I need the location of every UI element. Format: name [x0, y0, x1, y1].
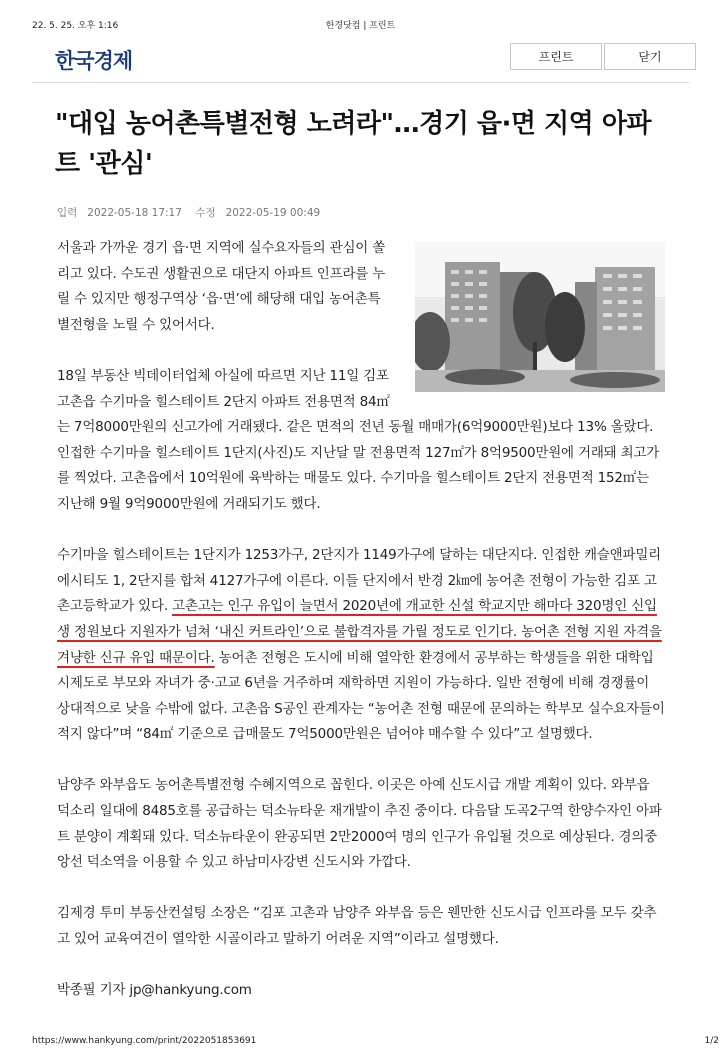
header-divider: [32, 82, 689, 83]
edit-time: 2022-05-19 00:49: [225, 207, 321, 219]
article-body: [57, 236, 665, 1004]
paragraph-3-start: 수기마을 힐스테이트는 1단지가 1253가구, 2단지가 1149가구에 달하는 대단지다. 인접한 캐슬앤파밀리에시티도 1, 2단지를 합쳐 4127가구에 이른다. 이들 단지에서 반경 2㎞에 농어촌 전형이 가능한 김포 고촌고등학교가 있다.: [57, 547, 662, 615]
paragraph-5: 김제경 투미 부동산컨설팅 소장은 “김포 고촌과 남양주 와부읍 등은 웬만한 신도시급 인프라를 모두 갖추고 있어 교육여건이 열악한 시골이라고 말하기 어려운 지역”이라고 설명했다.: [57, 905, 657, 948]
article-headline: "대입 농어촌특별전형 노려라"…경기 읍·면 지역 아파트 '관심': [55, 109, 652, 179]
apartment-photo: [415, 242, 665, 392]
input-time: 2022-05-18 17:17: [87, 207, 182, 219]
page-number: 1/2: [704, 1036, 719, 1046]
paragraph-3: [57, 543, 665, 748]
input-label: 입력: [57, 207, 78, 219]
paragraph-4: 남양주 와부읍도 농어촌특별전형 수혜지역으로 꼽힌다. 이곳은 아예 신도시급 개발 계획이 있다. 와부읍 덕소리 일대에 8485호를 공급하는 덕소뉴타운 재개발이 추진 중이다. 다음달 도곡2구역 한양수자인 아파트 분양이 계획돼 있다. 덕소뉴타운이 완공되면 2만2000여 명의 인구가 유입될 것으로 예상된다. 경의중앙선 덕소역을 이용할 수 있고 하남미사강변 신도시와 가깝다.: [57, 777, 662, 871]
print-timestamp: 22. 5. 25. 오후 1:16: [32, 21, 119, 31]
edit-label: 수정: [195, 207, 216, 219]
print-button[interactable]: 프린트: [510, 43, 602, 70]
paragraph-1: 서울과 가까운 경기 읍·면 지역에 실수요자들의 관심이 쏠리고 있다. 수도권 생활권으로 대단지 아파트 인프라를 누릴 수 있지만 행정구역상 ‘읍·면’에 해당해 대입 농어촌특별전형을 노릴 수 있어서다.: [57, 240, 386, 333]
highlighted-text: 고촌고는 인구 유입이 늘면서 2020년에 개교한 신설 학교지만 해마다 320명인 신입생 정원보다 지원자가 넘쳐 ‘내신 커트라인’으로 불합격자를 가릴 정도로 인기다. 농어촌 전형 지원 자격을 겨냥한 신규 유입 때문이다.: [57, 598, 662, 666]
article-meta: [57, 205, 330, 220]
footer-url: https://www.hankyung.com/print/2022051853691: [32, 1036, 257, 1046]
close-button[interactable]: 닫기: [604, 43, 696, 70]
byline: 박종필 기자 jp@hankyung.com: [57, 982, 252, 999]
browser-page-title: 한경닷컴 | 프린트: [325, 21, 396, 31]
paragraph-3-end: 농어촌 전형은 도시에 비해 열악한 환경에서 공부하는 학생들을 위한 대학입시제도로 부모와 자녀가 중·고교 6년을 거주하며 재학하면 지원이 가능하다. 일반 전형에 비해 경쟁률이 상대적으로 낮을 수밖에 없다. 고촌읍 S공인 관계자는 “농어촌 전형 때문에 문의하는 학부모 실수요자들이 적지 않다”며 “84㎡ 기준으로 급매물도 7억5000만원은 넘어야 매수할 수 있다”고 설명했다.: [57, 649, 665, 743]
hankyung-logo[interactable]: 한국경제: [55, 48, 133, 73]
paragraph-2: 18일 부동산 빅데이터업체 아실에 따르면 지난 11일 김포 고촌읍 수기마을 힐스테이트 2단지 아파트 전용면적 84㎡는 7억8000만원의 신고가에 거래됐다. 같은 면적의 전년 동월 매매가(6억9000만원)보다 13% 올랐다. 인접한 수기마을 힐스테이트 1단지(사진)도 지난달 말 전용면적 127㎡가 8억9500만원에 거래돼 최고가를 찍었다. 고촌읍에서 10억원에 육박하는 매물도 있다. 수기마을 힐스테이트 2단지 전용면적 152㎡는 지난해 9월 9억9000만원에 거래되기도 했다.: [57, 367, 660, 512]
